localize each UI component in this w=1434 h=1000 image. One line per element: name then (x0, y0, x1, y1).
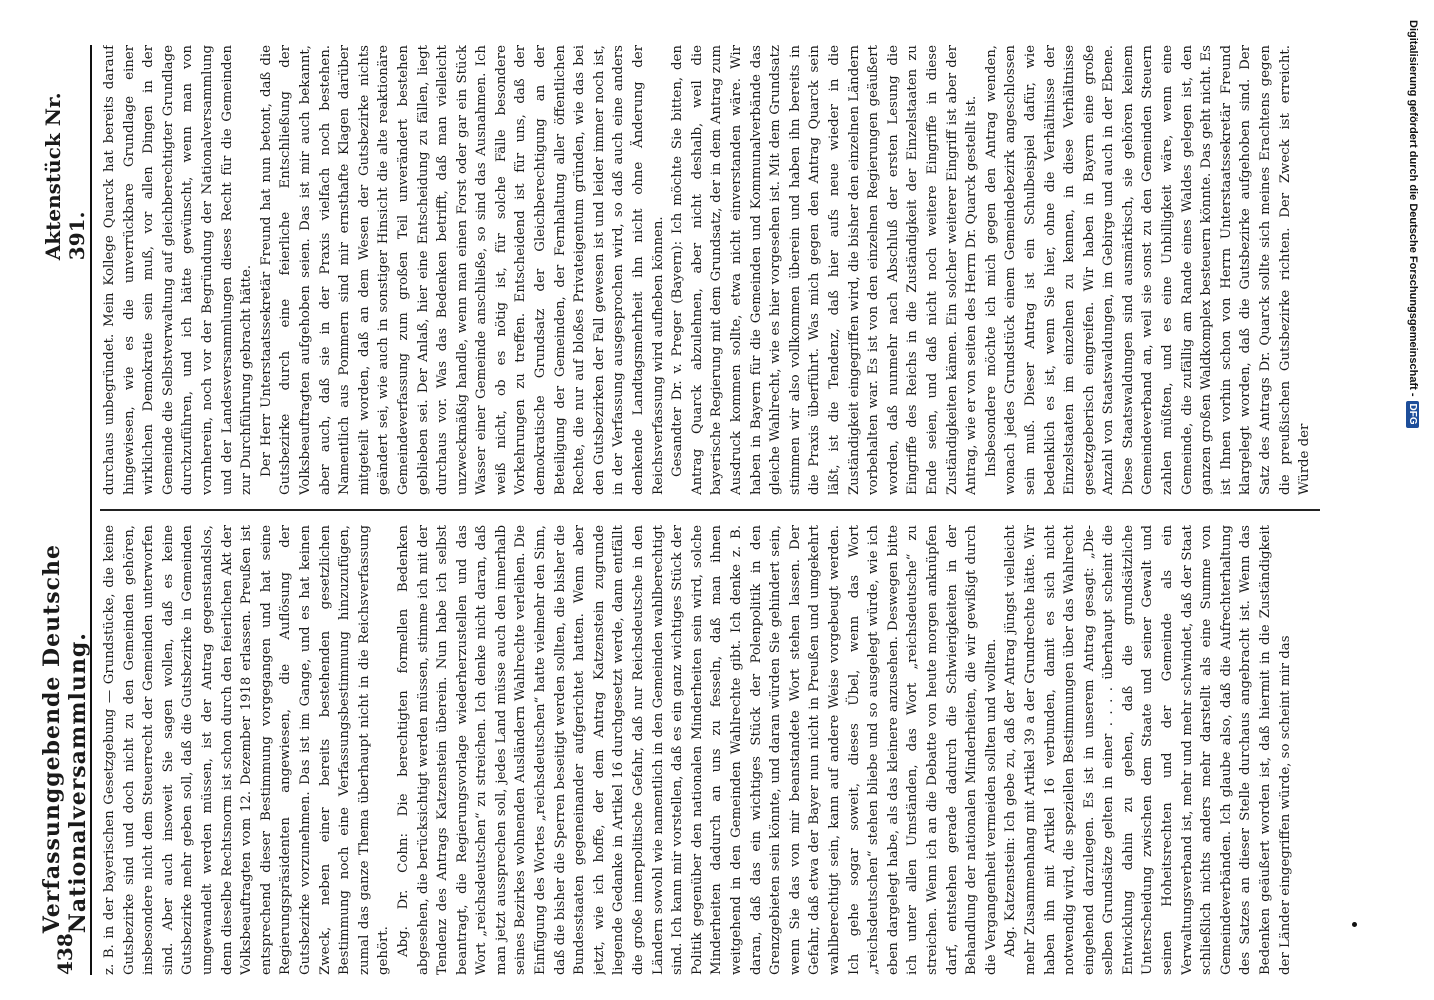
paragraph: durchaus unbegründet. Mein Kollege Quarck hat bereits darauf hingewiesen, wie es die unverrückbare Grundlage einer wirklichen Demokratie sein muß, vor allen Dingen in der Gemeinde die Selbstverwaltung auf gleichberechtigter Grundlage durchzuführen, und ich hätte gewünscht, wenn man von vornherein, noch vor der Begründung der Nationalversammlung und der Landesversammlungen dieses Recht für die Gemeinden zur Durchführung gebracht hätte. (102, 45, 255, 495)
credit-text: Digitalisierung gefördert durch die Deutsche Forschungsgemeinschaft - (1407, 20, 1419, 397)
column-divider (100, 509, 1320, 511)
paragraph: Abg. Dr. Cohn: Die berechtigten formellen Bedenken abgesehen, die berücksichtigt werden müssen, stimme ich mit der Tendenz des Antrags Katzenstein überein. Nun habe ich selbst beantragt, die Regierungsvorlage wiederherzustellen und das Wort „reichsdeutschen“ zu streichen. Ich denke nicht daran, daß man jetzt aussprechen soll, jedes Land müsse auch den innerhalb seines Bezirkes wohnenden Ausländern Wahlrechte verleihen. Die Einfügung des Wortes „reichsdeutschen“ hatte vielmehr den Sinn, daß die bisher die Sperren beseitigt werden sollten, die bisher die Bundesstaaten gegeneinander aufgerichtet hatten. Wenn aber jetzt, wie ich hoffe, der dem Antrag Katzenstein zugrunde liegende Gedanke in Artikel 16 durchgesetzt werde, dann entfällt die große innerpolitische Gefahr, daß nur Reichsdeutsche in den Ländern sowohl wie namentlich in den Gemeinden wahlberechtigt sind. Ich kann mir vorstellen, daß es ein ganz wichtiges Stück der Politik gegenüber den nationalen Minderheiten sein wird, solche Minderheiten dadurch an uns zu fesseln, daß man ihnen weitgehend in den Gemeinden Wahlrechte gibt. Ich denke z. B. daran, daß das ein wichtiges Stück der Polenpolitik in den Grenzgebieten sein könnte, und daran würden Sie gehindert sein, wenn Sie das von mir beanstandete Wort stehen lassen. Der Gefahr, daß etwa der Bayer nun nicht in Preußen und umgekehrt wahlberechtigt sein, kann auf andere Weise vorgebeugt werden. Ich gehe sogar soweit, dieses Übel, wenn das Wort „reichsdeutschen“ stehen bliebe und so ausgelegt würde, wie ich eben dargelegt habe, als das kleinere anzusehen. Deswegen bitte ich unter allen Umständen, das Wort „reichsdeutsche“ zu streichen. Wenn ich an die Debatte von heute morgen anknüpfen darf, entstehen gerade dadurch die Schwierigkeiten in der Behandlung der nationalen Minderheiten, die wir gewißigt durch die Vergangenheit vermeiden sollten und wollten. (395, 525, 999, 975)
paragraph: Der Herr Unterstaatssekretär Freund hat nun betont, daß die Gutsbezirke durch eine feierliche Entschließung der Volksbeauftragten aufgehoben seien. Das ist mir auch bekannt, aber auch, daß sie in der Praxis vielfach noch bestehen. Namentlich aus Pommern sind mir ernsthafte Klagen darüber mitgeteilt worden, daß an dem Wesen der Gutsbezirke nichts geändert sei, wie auch in sonstiger Hinsicht die alte reaktionäre Gemeindeverfassung zum großen Teil unverändert bestehen geblieben sei. Der Anlaß, hier eine Entscheidung zu fällen, liegt durchaus vor. Was das Bedenken betrifft, daß man vielleicht unzweckmäßig handle, wenn man einen Forst oder gar ein Stück Wasser einer Gemeinde anschließe, so sind das Ausnahmen. Ich weiß nicht, ob es nötig ist, für solche Fälle besondere Vorkehrungen zu treffen. Entscheidend ist für uns, daß der demokratische Grundsatz der Gleichberechtigung an der Beteiligung der Gemeinden, der Fernhaltung aller öffentlichen Rechte, die nur auf bloßes Privateigentum gründen, wie das bei den Gutsbezirken der Fall gewesen ist und leider immer noch ist, in der Verfassung ausgesprochen wird, so daß auch eine anders denkende Landtagsmehrheit ihn nicht ohne Änderung der Reichsverfassung wird aufheben können. (258, 45, 666, 495)
paragraph: Abg. Katzenstein: Ich gebe zu, daß der Antrag jüngst vielleicht mehr Zusammenhang mit Artikel 39 a der Grundrechte hätte. Wir haben ihn mit Artikel 16 verbunden, damit es sich nicht notwendig wird, die speziellen Bestimmungen über das Wahlrecht eingehend darzulegen. Es ist in unserem Antrag gesagt: „Die-selben Grundsätze gelten in einer . . . . überhaupt scheint die Entwicklung dahin zu gehen, daß die grundsätzliche Unterscheidung zwischen dem Staate und seiner Gewalt und seinen Hoheitsrechten und der Gemeinde als ein Verwaltungsverband ist, mehr und mehr schwindet, daß der Staat schließlich nichts anders mehr darstellt als eine Summe von Gemeindeverbänden. Ich glaube also, daß die Aufrechterhaltung des Satzes an dieser Stelle durchaus angebracht ist. Wenn das Bedenken geäußert worden ist, daß hiermit in die Zuständigkeit der Länder eingegriffen würde, so scheint mir das (1003, 525, 1293, 975)
text-columns (100, 45, 1320, 975)
document-reference: Aktenstück Nr. 391. (41, 92, 89, 261)
left-column (100, 525, 1320, 975)
scanned-page (40, 45, 1330, 975)
page-number: 438 (53, 933, 77, 975)
paragraph: Gesandter Dr. v. Preger (Bayern): Ich möchte Sie bitten, den Antrag Quarck abzulehnen, aber nicht deshalb, weil die bayerische Regierung mit dem Grundsatz, der in dem Antrag zum Ausdruck kommen sollte, etwa nicht einverstanden wäre. Wir haben in Bayern für die Gemeinden und Kommunalverbände das gleiche Wahlrecht, wie es hier vorgesehen ist. Mit dem Grundsatz stimmen wir also vollkommen überein und haben ihn bereits in die Praxis überführt. Was mich gegen den Antrag Quarck sein läßt, ist die Tendenz, daß hier aufs neue wieder in die Zuständigkeit eingegriffen wird, die bisher den einzelnen Ländern vorbehalten war. Es ist von den einzelnen Regierungen geäußert worden, daß nunmehr nach Abschluß der ersten Lesung die Eingriffe des Reichs in die Zuständigkeit der Einzelstaaten zu Ende seien, und daß nicht noch weitere Eingriffe in diese Zuständigkeiten kämen. Ein solcher weiterer Eingriff ist aber der Antrag, wie er von seiten des Herrn Dr. Quarck gestellt ist. (670, 45, 980, 495)
page-header (40, 45, 92, 975)
right-column (100, 45, 1320, 495)
scan-speck (1352, 922, 1357, 927)
digitization-credit (1402, 10, 1432, 990)
paragraph: Insbesondere möchte ich mich gegen den Antrag wenden, wonach jedes Grundstück einem Gemeindebezirk angeschlossen sein muß. Dieser Antrag ist ein Schulbeispiel dafür, wie bedenklich es ist, wenn Sie hier, ohne die Verhältnisse der Einzelstaaten im einzelnen zu kennen, in diese Verhältnisse gesetzgeberisch eingreifen. Wir haben in Bayern eine große Anzahl von Staatswaldungen, im Gebirge und auch in der Ebene. Diese Staatswaldungen sind ausmärkisch, sie gehören keinem Gemeindeverband an, weil sie sonst zu den Gemeinden Steuern zahlen müßten, und es eine Unbilligkeit wäre, wenn eine Gemeinde, die zufällig am Rande eines Waldes gelegen ist, den ganzen großen Waldkomplex besteuern könnte. Das geht nicht. Es ist Ihnen vorhin schon von Herrn Unterstaatssekretär Freund klargelegt worden, daß die Gutsbezirke aufgehoben sind. Der Satz des Antrags Dr. Quarck sollte sich meines Erachtens gegen die preußischen Gutsbezirke richten. Der Zweck ist erreicht. Würde der (983, 45, 1313, 495)
page-title: Verfassunggebende Deutsche Nationalversammlung. (39, 543, 91, 934)
dfg-logo: DFG (1407, 401, 1420, 428)
paragraph: z. B. in der bayerischen Gesetzgebung — Grundstücke, die keine Gutsbezirke sind und doch nicht zu den Gemeinden gehören, insbesondere nicht dem Steuerrecht der Gemeinden unterworfen sind. Aber auch insoweit Sie sagen wollen, daß es keine Gutsbezirke mehr geben soll, daß die Gutsbezirke in Gemeinden umgewandelt werden müssen, ist der Antrag gegenstandslos, denn dieselbe Rechtsnorm ist schon durch den feierlichen Akt der Volksbeauftragten vom 12. Dezember 1918 erlassen. Preußen ist entsprechend dieser Bestimmung vorgegangen und hat seine Regierungspräsidenten angewiesen, die Auflösung der Gutsbezirke vorzunehmen. Das ist im Gange, und es hat keinen Zweck, neben einer bereits bestehenden gesetzlichen Bestimmung noch eine Verfassungsbestimmung hinzuzufügen, zumal das ganze Thema überhaupt nicht in die Reichsverfassung gehört. (102, 525, 392, 975)
